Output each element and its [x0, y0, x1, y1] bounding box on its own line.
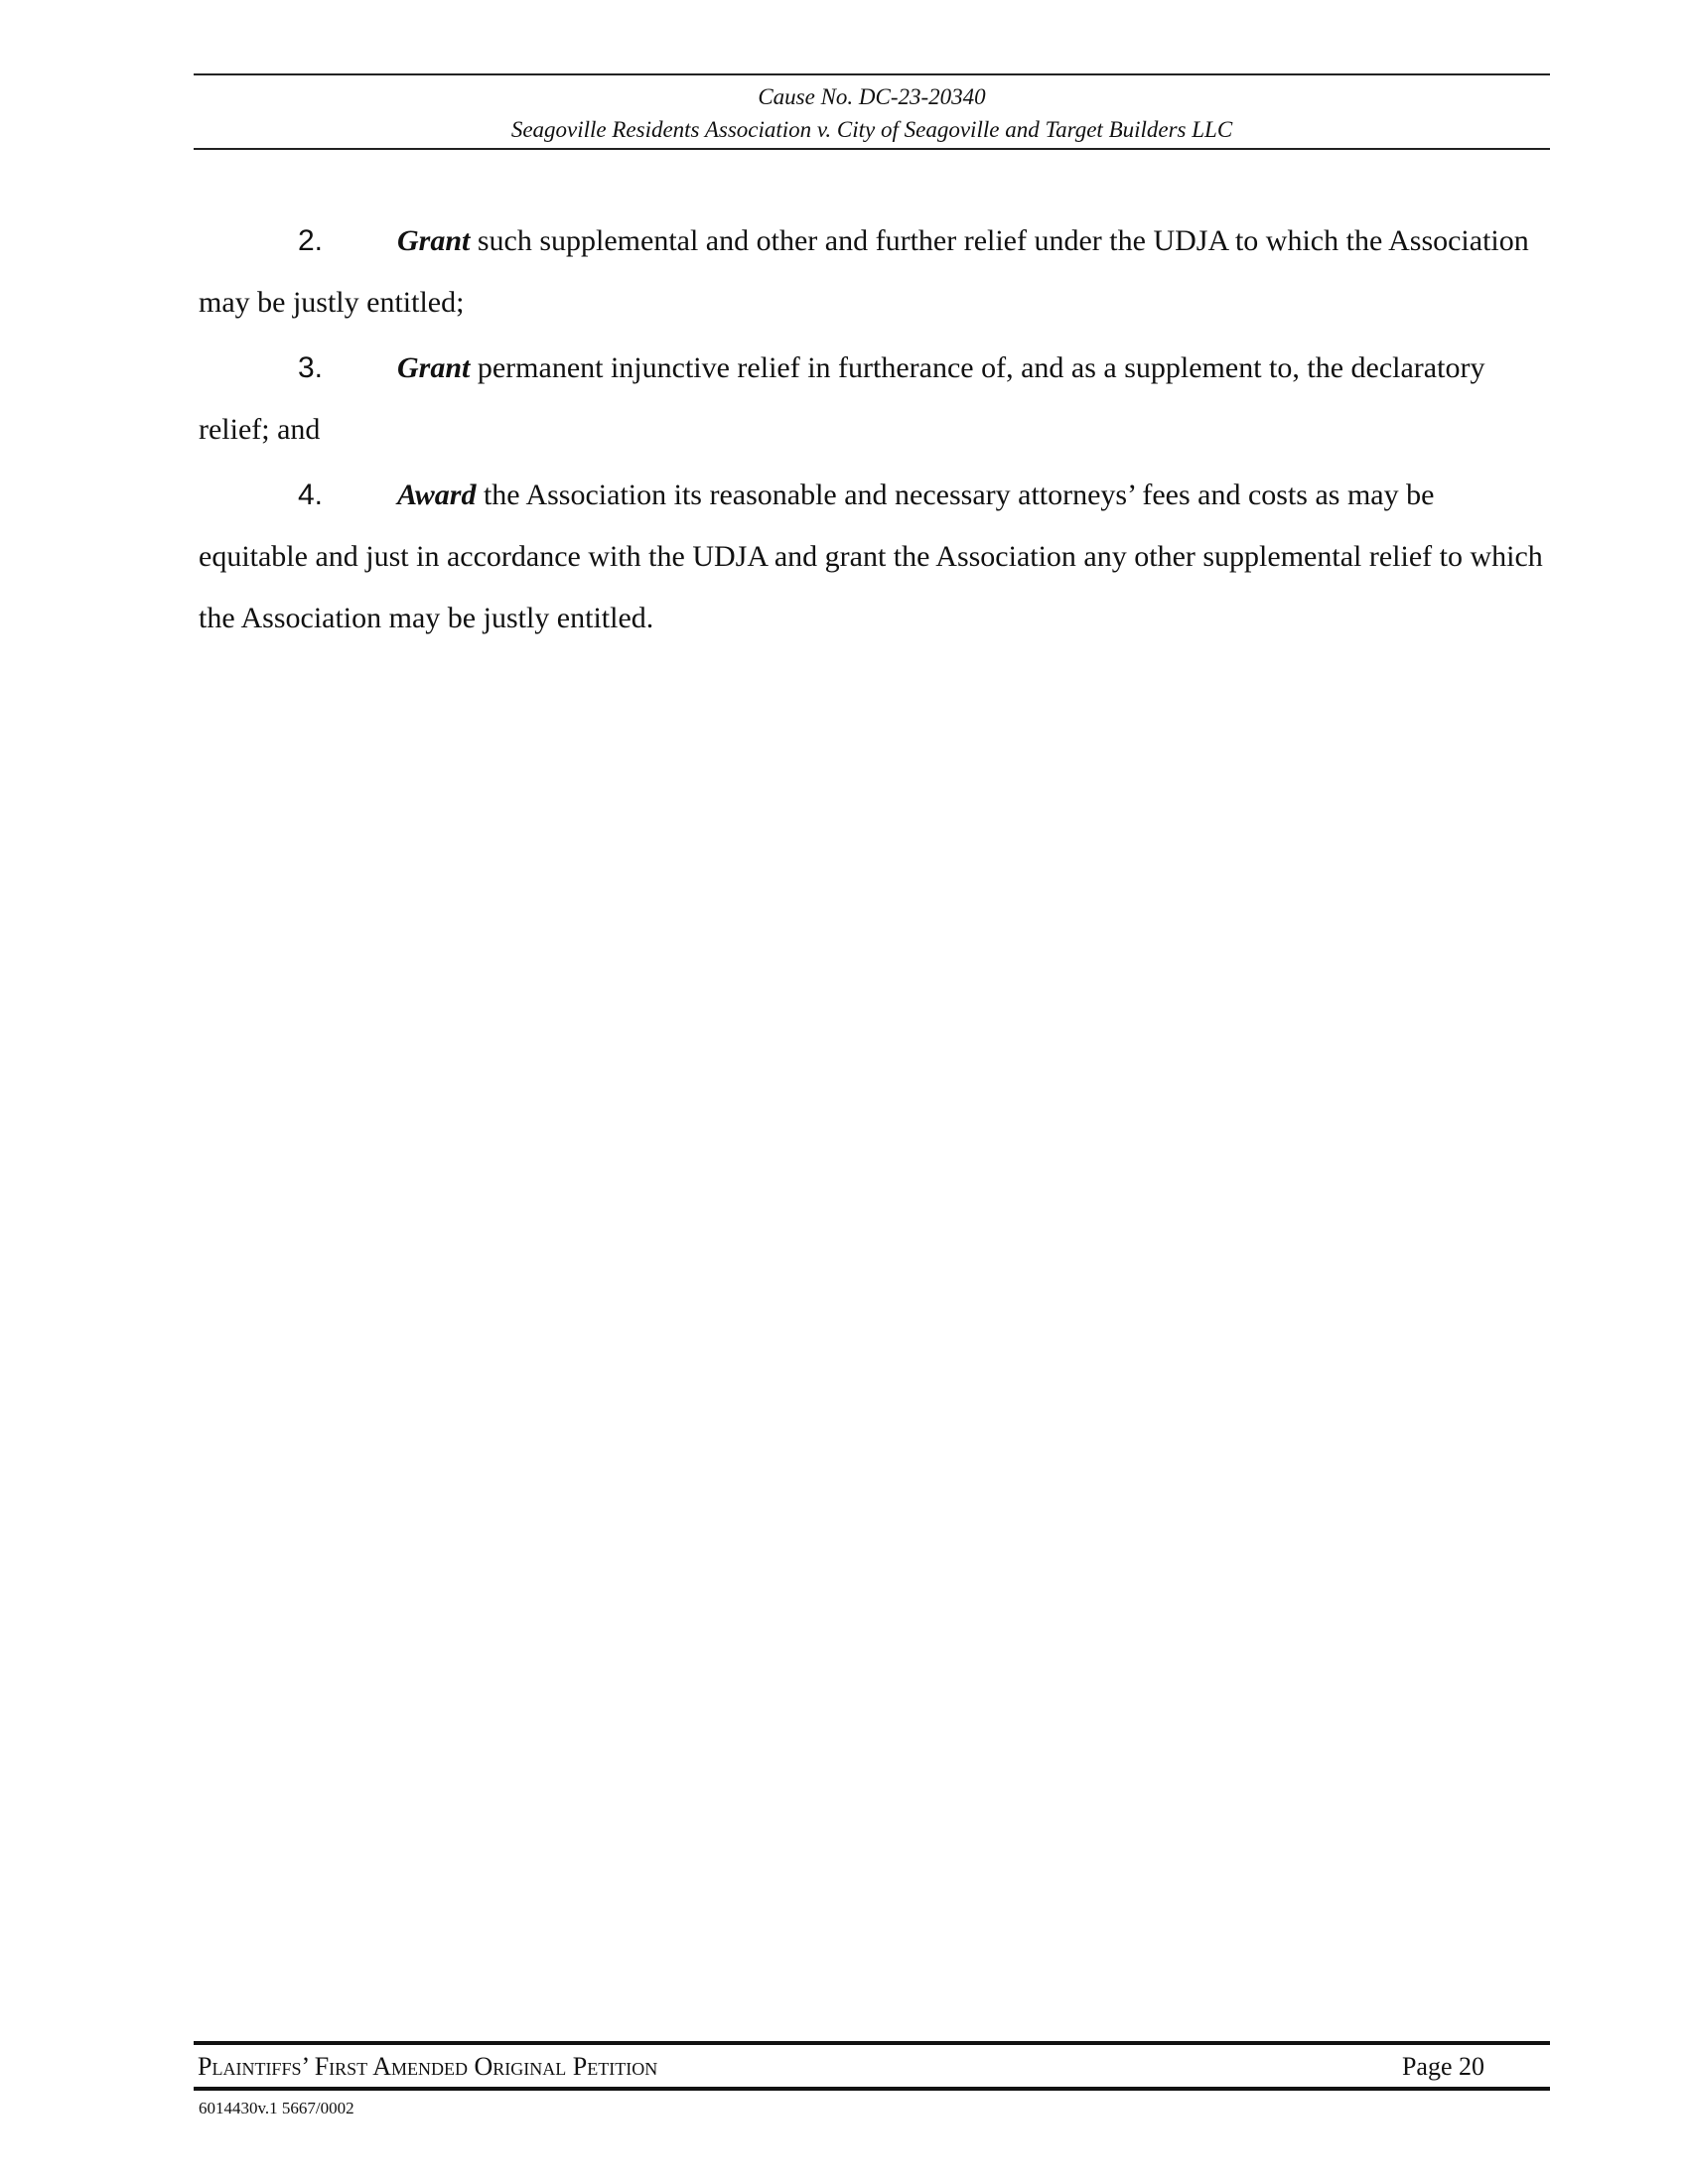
paragraph-verb: Grant: [397, 351, 471, 384]
paragraph-number: 3.: [298, 351, 324, 384]
page-footer: [194, 2041, 1550, 2091]
paragraph-verb: Grant: [397, 224, 471, 257]
paragraph-3: [199, 338, 1549, 461]
paragraph-number: 4.: [298, 478, 324, 511]
cause-number: Cause No. DC-23-20340: [758, 84, 986, 109]
paragraph-text: permanent injunctive relief in furtherance of, and as a supplement to, the declaratory relief; and: [199, 351, 1485, 446]
paragraph-4: [199, 465, 1549, 649]
paragraph-text: such supplemental and other and further relief under the UDJA to which the Association may be justly entitled;: [199, 224, 1529, 319]
case-title: Seagoville Residents Association v. City of Seagoville and Target Builders LLC: [510, 117, 1233, 142]
page-header: [194, 73, 1550, 150]
document-title: Plaintiffs’ First Amended Original Petition: [198, 2052, 658, 2081]
paragraph-verb: Award: [397, 478, 477, 511]
paragraph-number: 2.: [298, 224, 324, 257]
page-number: Page 20: [1401, 2052, 1484, 2081]
paragraph-2: [199, 210, 1549, 334]
document-body: [199, 210, 1549, 653]
paragraph-text: the Association its reasonable and necessary attorneys’ fees and costs as may be equitable and just in accordance with the UDJA and grant the Association any other supplemental relief to which the Association may be justly entitled.: [199, 478, 1543, 634]
document-id: 6014430v.1 5667/0002: [199, 2099, 354, 2117]
